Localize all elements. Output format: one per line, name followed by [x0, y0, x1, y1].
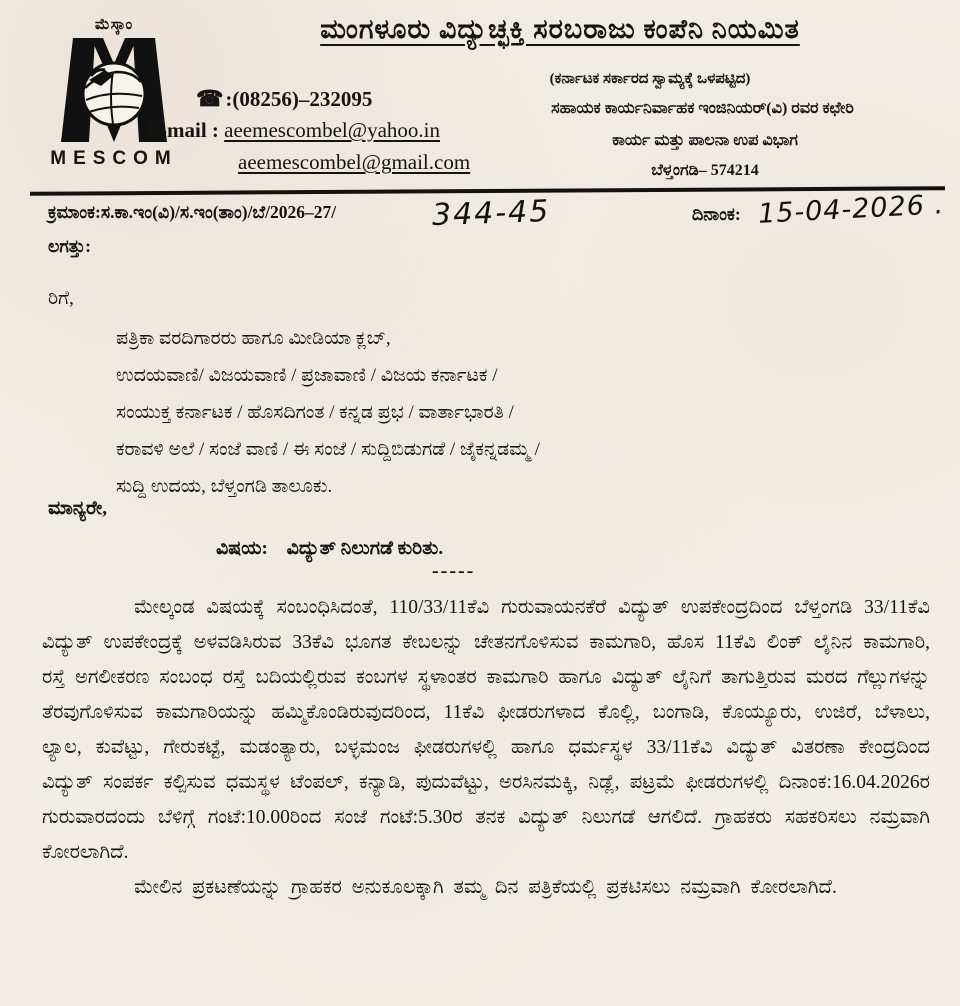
date-handwritten: 15-04-2026 .: [757, 189, 945, 230]
letter-body: [42, 590, 930, 905]
recipient-address-block: [116, 320, 540, 505]
header-divider: [30, 186, 945, 195]
office-line-3: ಬೆಳ್ತಂಗಡಿ– 574214: [651, 162, 759, 179]
phone-number: :(08256)–232095: [225, 87, 373, 111]
logo-mescom-wordmark: MESCOM: [50, 148, 178, 169]
recipient-line: ಕರಾವಳಿ ಅಲೆ / ಸಂಜೆ ವಾಣಿ / ಈ ಸಂಜೆ / ಸುದ್ದಿಬಿಡುಗಡೆ / ಜೈಕನ್ನಡಮ್ಮ /: [116, 439, 540, 460]
company-title: ಮಂಗಳೂರು ವಿದ್ಯುಚ್ಛಕ್ತಿ ಸರಬರಾಜು ಕಂಪೆನಿ ನಿಯಮಿತ: [320, 14, 800, 44]
mescom-logo: [38, 16, 190, 170]
recipient-line: ಉದಯವಾಣಿ/ ವಿಜಯವಾಣಿ / ಪ್ರಜಾವಾಣಿ / ವಿಜಯ ಕರ್ನಾಟಕ /: [116, 365, 498, 386]
office-line-2: ಕಾರ್ಯ ಮತ್ತು ಪಾಲನಾ ಉಪ ವಿಭಾಗ: [612, 132, 798, 149]
reference-number-label: ಕ್ರಮಾಂಕ:ಸ.ಕಾ.ಇಂ(ವಿ)/ಸ.ಇಂ(ತಾಂ)/ಬೆ/2026–27/: [48, 202, 337, 222]
email-primary: aeemescombel@yahoo.in: [224, 118, 441, 142]
email-secondary: aeemescombel@gmail.com: [238, 150, 471, 174]
date-label: ದಿನಾಂಕ:: [692, 204, 741, 224]
enclosure-label: ಲಗತ್ತು:: [48, 236, 91, 256]
subject-row: [216, 538, 443, 560]
recipient-line: ಪತ್ರಿಕಾ ವರದಿಗಾರರು ಹಾಗೂ ಮೀಡಿಯಾ ಕ್ಲಬ್,: [116, 328, 391, 349]
email-label: E-mail :: [146, 118, 219, 142]
recipient-line: ಸಂಯುಕ್ತ ಕರ್ನಾಟಕ / ಹೊಸದಿಗಂತ / ಕನ್ನಡ ಪ್ರಭ / ವಾರ್ತಾಭಾರತಿ /: [116, 402, 514, 423]
logo-kannada-label: ಮೆಸ್ಕಾಂ: [94, 17, 134, 33]
telephone-icon: ☎: [196, 86, 224, 111]
reference-number-handwritten: 344-45: [431, 193, 551, 234]
body-paragraph-1: ಮೇಲ್ಕಂಡ ವಿಷಯಕ್ಕೆ ಸಂಬಂಧಿಸಿದಂತೆ, 110/33/11ಕೆವಿ ಗುರುವಾಯನಕೆರೆ ವಿದ್ಯುತ್ ಉಪಕೇಂದ್ರದಿಂದ ಬೆಳ್ತಂಗಡಿ 33/11ಕೆವಿ ವಿದ್ಯುತ್ ಉಪಕೇಂದ್ರಕ್ಕೆ ಅಳವಡಿಸಿರುವ 33ಕೆವಿ ಭೂಗತ ಕೇಬಲನ್ನು ಚೇತನಗೊಳಿಸುವ ಕಾಮಗಾರಿ, ಹೊಸ 11ಕೆವಿ ಲಿಂಕ್ ಲೈನಿನ ಕಾಮಗಾರಿ, ರಸ್ತೆ ಅಗಲೀಕರಣ ಸಂಬಂಧ ರಸ್ತೆ ಬದಿಯಲ್ಲಿರುವ ಕಂಬಗಳ ಸ್ಥಳಾಂತರ ಕಾಮಗಾರಿ ಹಾಗೂ ವಿದ್ಯುತ್ ಲೈನಿಗೆ ತಾಗುತ್ತಿರುವ ಮರದ ಗೆಲ್ಲುಗಳನ್ನು ತೆರವುಗೊಳಿಸುವ ಕಾಮಗಾರಿಯನ್ನು ಹಮ್ಮಿಕೊಂಡಿರುವುದರಿಂದ, 11ಕೆವಿ ಫೀಡರುಗಳಾದ ಕೊಲ್ಲಿ, ಬಂಗಾಡಿ, ಕೊಯ್ಯೂರು, ಉಜಿರೆ, ಬೆಳಾಲು, ಲ್ಯಾಲ, ಕುವೆಟ್ಟು, ಗೇರುಕಟ್ಟೆ, ಮಡಂತ್ಯಾರು, ಬಳ್ಳಮಂಜ ಫೀಡರುಗಳಲ್ಲಿ ಹಾಗೂ ಧರ್ಮಸ್ಥಳ 33/11ಕೆವಿ ವಿದ್ಯುತ್ ವಿತರಣಾ ಕೇಂದ್ರದಿಂದ ವಿದ್ಯುತ್ ಸಂಪರ್ಕ ಕಲ್ಪಿಸುವ ಧಮಸ್ಥಳ ಟೆಂಪಲ್, ಕನ್ಯಾಡಿ, ಪುದುವೆಟ್ಟು, ಅರಸಿನಮಕ್ಕಿ, ನಿಡ್ಲೆ, ಪಟ್ರಮೆ ಫೀಡರುಗಳಲ್ಲಿ ದಿನಾಂಕ:16.04.2026ರ ಗುರುವಾರದಂದು ಬೆಳಿಗ್ಗೆ ಗಂಟೆ:10.00ರಿಂದ ಸಂಜೆ ಗಂಟೆ:5.30ರ ತನಕ ವಿದ್ಯುತ್ ನಿಲುಗಡೆ ಆಗಲಿದೆ. ಗ್ರಾಹಕರು ಸಹಕರಿಸಲು ನಮ್ರವಾಗಿ ಕೋರಲಾಗಿದೆ.: [42, 597, 930, 863]
office-line-1: ಸಹಾಯಕ ಕಾರ್ಯನಿರ್ವಾಹಕ ಇಂಜಿನಿಯರ್(ವಿ) ರವರ ಕಛೇರಿ: [551, 100, 854, 117]
company-subtitle: (ಕರ್ನಾಟಕ ಸರ್ಕಾರದ ಸ್ವಾಮ್ಯಕ್ಕೆ ಒಳಪಟ್ಟಿದ): [549, 71, 751, 87]
email-row: [146, 118, 440, 143]
body-paragraph-2: ಮೇಲಿನ ಪ್ರಕಟಣೆಯನ್ನು ಗ್ರಾಹಕರ ಅನುಕೂಲಕ್ಕಾಗಿ ತಮ್ಮ ದಿನ ಪತ್ರಿಕೆಯಲ್ಲಿ ಪ್ರಕಟಿಸಲು ನಮ್ರವಾಗಿ ಕೋರಲಾಗಿದೆ.: [134, 877, 837, 898]
subject-label: ವಿಷಯ:: [216, 538, 268, 559]
subject-text: ವಿದ್ಯುತ್ ನಿಲುಗಡೆ ಕುರಿತು.: [286, 538, 444, 559]
recipient-salutation: ರಿಗೆ,: [48, 288, 74, 309]
recipient-line: ಸುದ್ದಿ ಉದಯ, ಬೆಳ್ತಂಗಡಿ ತಾಲೂಕು.: [116, 476, 333, 497]
phone-row: [196, 86, 372, 112]
greeting: ಮಾನ್ಯರೇ,: [48, 498, 107, 519]
subject-divider: -----: [432, 560, 476, 582]
